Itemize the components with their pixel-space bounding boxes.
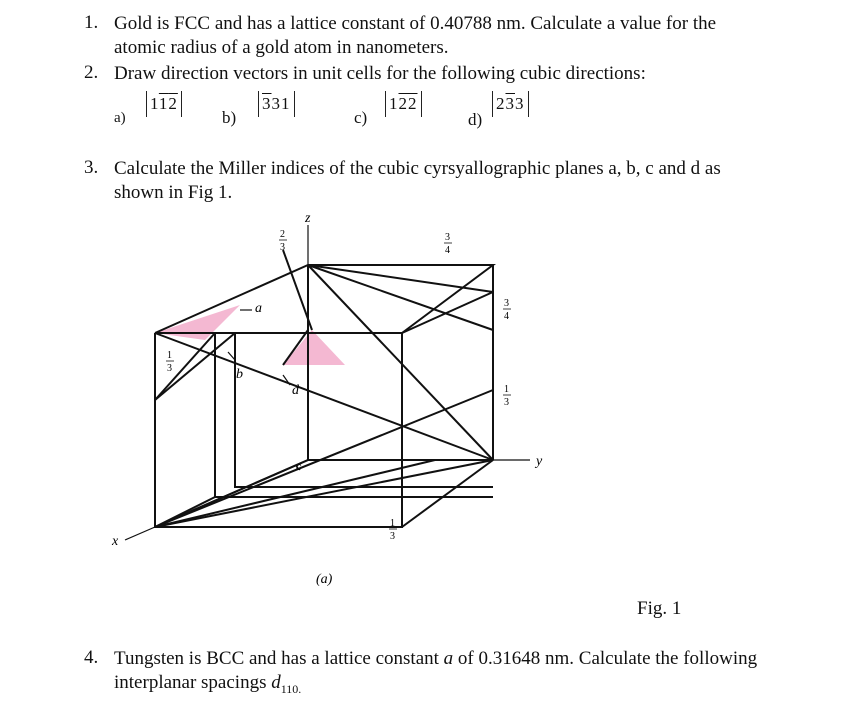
direction-a-digit-1: 1 (150, 94, 159, 113)
frac-two-thirds-den: 3 (280, 242, 285, 253)
direction-c-digit-3: 2 (408, 94, 418, 113)
direction-c-digit-1: 1 (389, 94, 399, 113)
frac-one-third-left-den: 3 (167, 363, 172, 374)
q1-line2: atomic radius of a gold atom in nanometers. (114, 37, 449, 58)
direction-d-digit-3: 3 (515, 94, 525, 113)
frac-three-quarters-top-num: 3 (445, 232, 450, 243)
direction-b-digit-3: 1 (281, 94, 291, 113)
frac-three-quarters-right-den: 4 (504, 311, 509, 322)
cube-edges (155, 250, 493, 527)
direction-b-digit-2: 3 (271, 94, 281, 113)
plane-a-label: a (255, 301, 262, 316)
direction-c-digit-2: 2 (398, 94, 408, 113)
axis-z-label: z (305, 211, 311, 226)
q2-line1: Draw direction vectors in unit cells for the following cubic directions: (114, 63, 646, 84)
plane-d-shading (283, 330, 345, 365)
frac-one-third-right-den: 3 (504, 397, 509, 408)
q3-number: 3. (84, 157, 99, 178)
direction-d-digit-2: 3 (505, 94, 515, 113)
plane-d-label: d (292, 383, 299, 398)
q3-line1: Calculate the Miller indices of the cubic cyrsyallographic planes a, b, c and d as (114, 158, 721, 179)
direction-c-label: c) (354, 108, 368, 127)
frac-one-third-left-num: 1 (167, 350, 172, 361)
q2-number: 2. (84, 62, 99, 83)
axis-y-label: y (536, 454, 543, 469)
frac-one-third-bottom-num: 1 (390, 518, 395, 529)
q4-line2 (114, 671, 301, 701)
frac-one-third-right-num: 1 (504, 384, 509, 395)
q4-line1 (114, 647, 757, 671)
q4-line2-sub: 110. (280, 681, 302, 696)
q4-line2-var: d (271, 672, 281, 693)
plane-c-label: c (296, 459, 302, 473)
q4-line1-post: of 0.31648 nm. Calculate the following (453, 648, 758, 669)
direction-a-digit-3: 2 (168, 94, 178, 113)
frac-three-quarters-right-num: 3 (504, 298, 509, 309)
plane-b-label: b (236, 367, 243, 382)
axis-x-label: x (112, 534, 119, 549)
q1-line1: Gold is FCC and has a lattice constant of 0.40788 nm. Calculate a value for the (114, 13, 717, 34)
q3-line2: shown in Fig 1. (114, 182, 233, 203)
direction-d-label: d) (468, 110, 483, 129)
frac-two-thirds-num: 2 (280, 229, 285, 240)
figure-caption: (a) (316, 572, 333, 587)
frac-one-third-bottom-den: 3 (390, 531, 395, 542)
q4-number: 4. (84, 647, 99, 668)
direction-d-digit-1: 2 (496, 94, 506, 113)
direction-a-label: a) (114, 110, 126, 126)
plane-a-shading (155, 305, 240, 340)
direction-a-digit-2: 1 (158, 94, 169, 113)
direction-b-label: b) (222, 108, 237, 127)
q1-number: 1. (84, 12, 99, 33)
q4-line1-pre: Tungsten is BCC and has a lattice constant (114, 648, 444, 669)
direction-b-digit-1: 3 (262, 94, 272, 113)
q4-line1-var: a (443, 648, 454, 669)
figure-label: Fig. 1 (637, 598, 682, 619)
frac-three-quarters-top-den: 4 (445, 245, 450, 256)
q4-line2-pre: interplanar spacings (114, 672, 272, 693)
